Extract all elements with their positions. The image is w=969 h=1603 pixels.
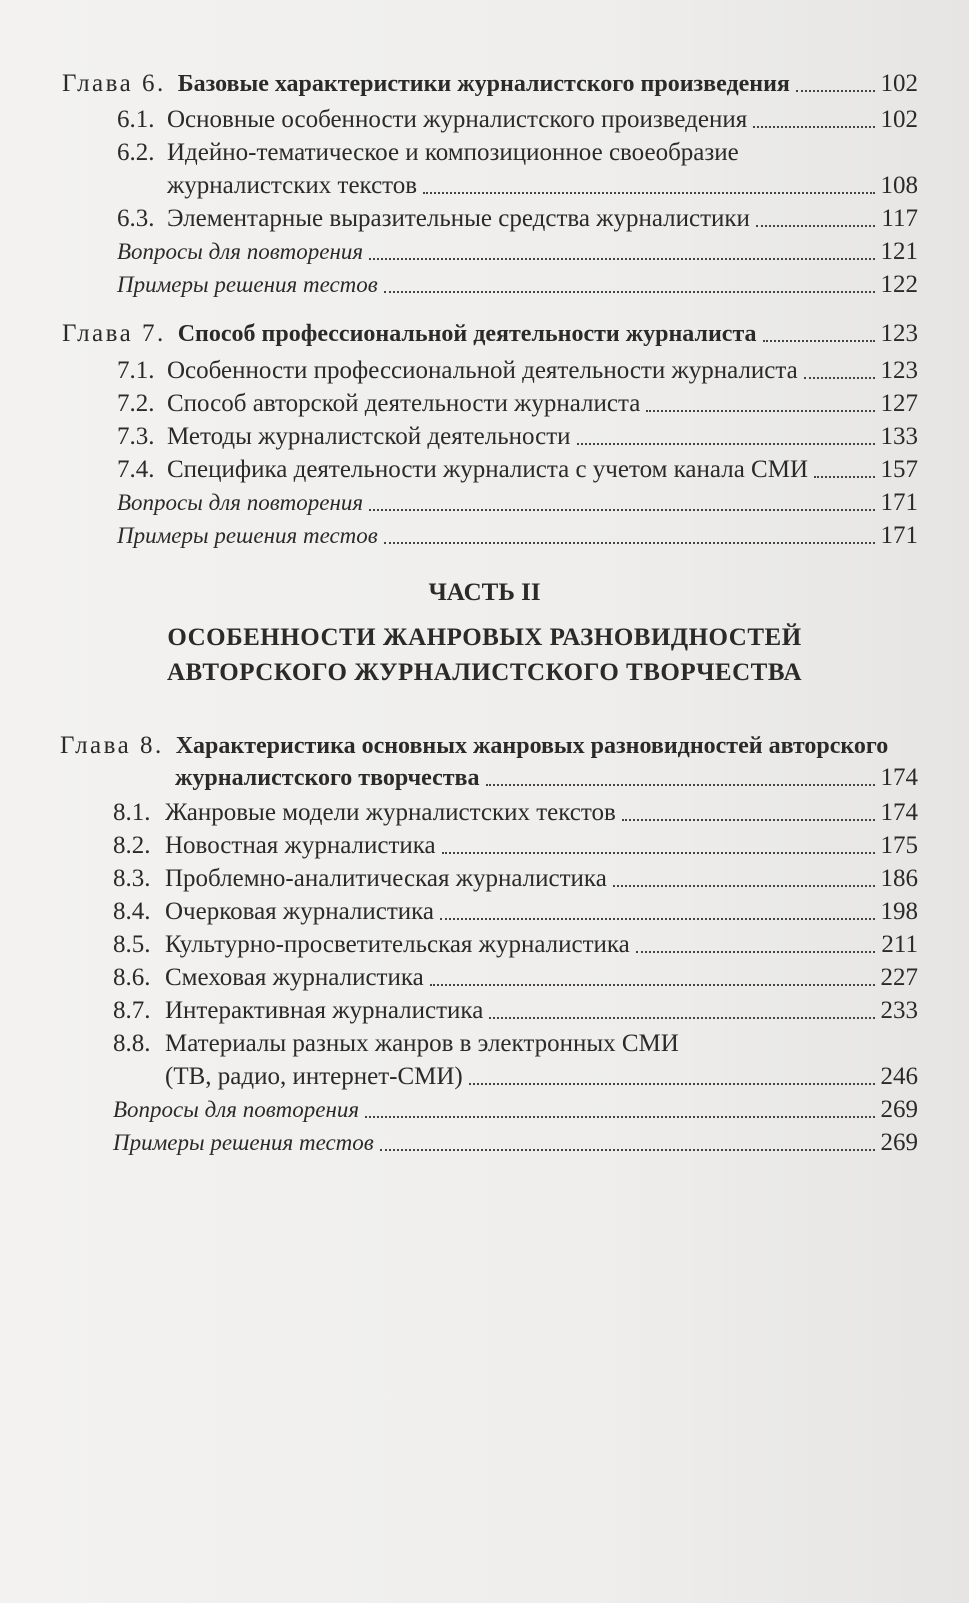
page-number: 102	[880, 106, 918, 133]
toc-review-questions-8	[113, 1094, 918, 1126]
dot-leader	[365, 1116, 874, 1118]
page-number: 233	[880, 997, 918, 1024]
dot-leader	[814, 476, 874, 478]
part-label: ЧАСТЬ II	[428, 579, 541, 606]
toc-chapter-7	[62, 318, 918, 350]
test-examples-title: Примеры решения тестов	[113, 1130, 374, 1155]
toc-section-7-3	[117, 421, 918, 453]
dot-leader	[636, 951, 876, 953]
dot-leader	[796, 90, 875, 92]
dot-leader	[622, 819, 875, 821]
test-examples-title: Примеры решения тестов	[117, 272, 378, 297]
section-title: Методы журналистской деятельности	[167, 423, 571, 450]
page-number: 127	[880, 390, 918, 417]
chapter-label: Глава 6.	[62, 70, 166, 97]
page-number: 269	[880, 1129, 918, 1156]
section-number: 6.2.	[117, 139, 155, 166]
section-title: Материалы разных жанров в электронных СМИ	[165, 1030, 679, 1057]
dot-leader	[804, 377, 875, 379]
section-title: Основные особенности журналистского произведения	[167, 106, 748, 133]
section-title: Культурно-просветительская журналистика	[165, 931, 630, 958]
page-number: 117	[881, 205, 918, 232]
section-number: 8.7.	[113, 997, 151, 1024]
page-number: 121	[880, 238, 918, 265]
page-number: 171	[880, 522, 918, 549]
section-number: 8.6.	[113, 964, 151, 991]
section-title: Интерактивная журналистика	[165, 997, 484, 1024]
toc-section-7-1	[117, 355, 918, 387]
section-title: Новостная журналистика	[165, 832, 436, 859]
dot-leader	[753, 126, 874, 128]
toc-section-8-7	[113, 995, 918, 1027]
dot-leader	[430, 984, 875, 986]
section-title: Жанровые модели журналистских текстов	[165, 799, 616, 826]
section-number: 6.3.	[117, 205, 155, 232]
toc-section-8-1	[113, 797, 918, 829]
chapter-title: Характеристика основных жанровых разновидностей авторского	[175, 733, 889, 759]
page-number: 171	[880, 489, 918, 516]
toc-chapter-8	[60, 730, 918, 762]
page-number: 175	[880, 832, 918, 859]
toc-test-examples-7	[117, 520, 918, 552]
dot-leader	[423, 192, 874, 194]
toc-section-7-4	[117, 454, 918, 486]
dot-leader	[756, 225, 875, 227]
section-number: 8.3.	[113, 865, 151, 892]
toc-section-8-2	[113, 830, 918, 862]
section-number: 7.2.	[117, 390, 155, 417]
part-title-line-2: АВТОРСКОГО ЖУРНАЛИСТСКОГО ТВОРЧЕСТВА	[167, 659, 802, 686]
review-questions-title: Вопросы для повторения	[113, 1097, 360, 1122]
dot-leader	[577, 443, 875, 445]
toc-section-6-2-cont	[167, 170, 918, 202]
page-number: 269	[880, 1096, 918, 1123]
section-title: Особенности профессиональной деятельности журналиста	[167, 357, 798, 384]
dot-leader	[369, 258, 874, 260]
section-number: 8.5.	[113, 931, 151, 958]
dot-leader	[613, 885, 875, 887]
section-number: 7.1.	[117, 357, 155, 384]
page-number: 123	[880, 357, 918, 384]
page-number: 108	[880, 172, 918, 199]
section-title: Способ авторской деятельности журналиста	[167, 390, 641, 417]
chapter-label: Глава 8.	[60, 732, 164, 759]
page-number: 174	[880, 764, 918, 791]
section-title: Проблемно-аналитическая журналистика	[165, 865, 607, 892]
section-title: Идейно-тематическое и композиционное своеобразие	[167, 139, 739, 166]
page-number: 227	[880, 964, 918, 991]
dot-leader	[646, 410, 874, 412]
toc-section-8-8	[113, 1028, 918, 1060]
page-number: 198	[880, 898, 918, 925]
test-examples-title: Примеры решения тестов	[117, 523, 378, 548]
toc-section-6-2	[117, 137, 918, 169]
section-title: Элементарные выразительные средства журналистики	[167, 205, 750, 232]
toc-chapter-8-cont	[175, 762, 918, 794]
section-number: 8.1.	[113, 799, 151, 826]
dot-leader	[384, 291, 875, 293]
toc-section-8-3	[113, 863, 918, 895]
chapter-title: Базовые характеристики журналистского произведения	[177, 71, 790, 97]
section-title: Смеховая журналистика	[165, 964, 424, 991]
chapter-title: Способ профессиональной деятельности журналиста	[177, 321, 757, 347]
dot-leader	[384, 542, 875, 544]
dot-leader	[442, 852, 875, 854]
toc-review-questions-7	[117, 487, 918, 519]
section-number: 7.3.	[117, 423, 155, 450]
page-number: 123	[880, 320, 918, 347]
toc-section-8-8-cont	[165, 1061, 918, 1093]
section-number: 8.8.	[113, 1030, 151, 1057]
toc-section-6-1	[117, 104, 918, 136]
toc-section-8-6	[113, 962, 918, 994]
section-title-continued: журналистских текстов	[167, 172, 418, 199]
toc-section-7-2	[117, 388, 918, 420]
section-title-continued: (ТВ, радио, интернет-СМИ)	[165, 1063, 463, 1090]
chapter-label: Глава 7.	[62, 320, 166, 347]
page-number: 174	[880, 799, 918, 826]
dot-leader	[440, 918, 874, 920]
toc-section-6-3	[117, 203, 918, 235]
section-title: Очерковая журналистика	[165, 898, 435, 925]
page-number: 211	[881, 931, 918, 958]
review-questions-title: Вопросы для повторения	[117, 490, 364, 515]
dot-leader	[469, 1083, 875, 1085]
section-number: 8.4.	[113, 898, 151, 925]
dot-leader	[369, 509, 874, 511]
toc-test-examples-6	[117, 269, 918, 301]
page-number: 102	[880, 70, 918, 97]
page-number: 157	[880, 456, 918, 483]
toc-chapter-6	[62, 68, 918, 100]
section-number: 7.4.	[117, 456, 155, 483]
dot-leader	[486, 784, 875, 786]
part-title-line-1: ОСОБЕННОСТИ ЖАНРОВЫХ РАЗНОВИДНОСТЕЙ	[167, 624, 802, 651]
toc-review-questions-6	[117, 236, 918, 268]
dot-leader	[489, 1017, 874, 1019]
section-number: 6.1.	[117, 106, 155, 133]
page-number: 133	[880, 423, 918, 450]
toc-test-examples-8	[113, 1127, 918, 1159]
dot-leader	[380, 1149, 875, 1151]
chapter-title-continued: журналистского творчества	[175, 765, 480, 791]
page-number: 246	[880, 1063, 918, 1090]
toc-section-8-4	[113, 896, 918, 928]
page-number: 122	[880, 271, 918, 298]
dot-leader	[763, 340, 875, 342]
toc-section-8-5	[113, 929, 918, 961]
section-number: 8.2.	[113, 832, 151, 859]
review-questions-title: Вопросы для повторения	[117, 239, 364, 264]
section-title: Специфика деятельности журналиста с учетом канала СМИ	[167, 456, 809, 483]
page-number: 186	[880, 865, 918, 892]
